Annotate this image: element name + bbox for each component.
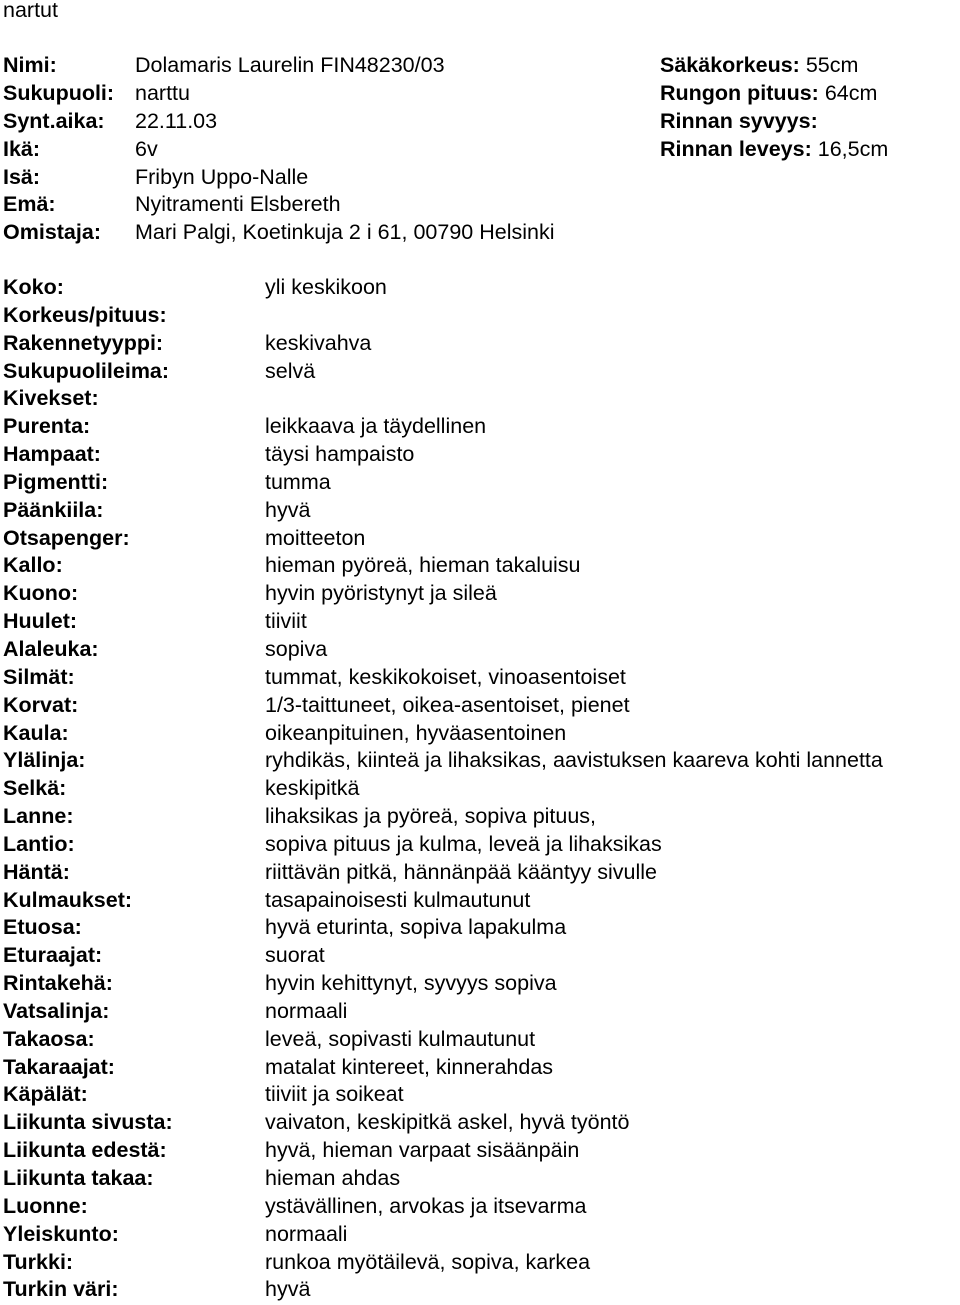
evaluation-value: vaivaton, keskipitkä askel, hyvä työntö	[265, 1110, 630, 1135]
evaluation-label: Koko:	[3, 275, 64, 299]
evaluation-value: hyvin pyöristynyt ja sileä	[265, 581, 497, 606]
evaluation-row	[3, 1109, 960, 1137]
info-label: Omistaja:	[3, 220, 101, 245]
evaluation-row	[3, 720, 960, 748]
evaluation-row	[3, 887, 960, 915]
evaluation-row	[3, 330, 960, 358]
evaluation-label: Kaula:	[3, 720, 69, 745]
evaluation-row	[3, 803, 960, 831]
evaluation-value: leveä, sopivasti kulmautunut	[265, 1026, 536, 1051]
evaluation-label: Takaraajat:	[3, 1054, 115, 1079]
measure-row-chest-width	[660, 136, 888, 164]
evaluation-label: Silmät:	[3, 664, 75, 689]
evaluation-row	[3, 441, 960, 469]
evaluation-label: Kivekset:	[3, 386, 99, 411]
evaluation-label: Luonne:	[3, 1193, 88, 1218]
measure-value: 16,5cm	[817, 137, 889, 161]
evaluation-value: lihaksikas ja pyöreä, sopiva pituus,	[265, 804, 597, 829]
evaluation-row	[3, 747, 960, 775]
evaluation-label: Kallo:	[3, 553, 63, 578]
evaluation-row	[3, 608, 960, 636]
evaluation-label: Rintakehä:	[3, 971, 113, 996]
info-label: Ikä:	[3, 136, 41, 161]
evaluation-row	[3, 302, 960, 330]
evaluation-list	[3, 274, 960, 1304]
evaluation-value: suorat	[265, 943, 325, 968]
evaluation-value: sopiva pituus ja kulma, leveä ja lihaksikas	[265, 831, 662, 856]
measure-row-body-length	[660, 80, 877, 108]
evaluation-value: täysi hampaisto	[265, 442, 415, 467]
evaluation-label: Kuono:	[3, 581, 79, 606]
evaluation-value: tiiviit ja soikeat	[265, 1082, 404, 1107]
evaluation-value: keskivahva	[265, 330, 372, 355]
measure-label: Rinnan syvyys:	[660, 109, 818, 133]
evaluation-row	[3, 664, 960, 692]
info-value: narttu	[135, 80, 190, 105]
evaluation-row	[3, 914, 960, 942]
evaluation-row	[3, 469, 960, 497]
info-label: Emä:	[3, 192, 56, 217]
evaluation-value: ystävällinen, arvokas ja itsevarma	[265, 1193, 587, 1218]
evaluation-label: Häntä:	[3, 859, 70, 884]
evaluation-value: keskipitkä	[265, 776, 360, 801]
evaluation-value: hyvä, hieman varpaat sisäänpäin	[265, 1138, 580, 1163]
evaluation-value: hyvä eturinta, sopiva lapakulma	[265, 915, 567, 940]
evaluation-label: Liikunta sivusta:	[3, 1110, 173, 1135]
evaluation-value: tummat, keskikokoiset, vinoasentoiset	[265, 664, 626, 689]
info-label: Sukupuoli:	[3, 80, 115, 105]
info-value: Mari Palgi, Koetinkuja 2 i 61, 00790 Helsinki	[135, 220, 555, 245]
evaluation-value: runkoa myötäilevä, sopiva, karkea	[265, 1249, 591, 1274]
evaluation-label: Korkeus/pituus:	[3, 302, 167, 327]
evaluation-value: riittävän pitkä, hännänpää kääntyy sivulle	[265, 859, 658, 884]
evaluation-value: matalat kintereet, kinnerahdas	[265, 1054, 554, 1079]
evaluation-row	[3, 831, 960, 859]
evaluation-value: 1/3-taittuneet, oikea-asentoiset, pienet	[265, 692, 630, 717]
evaluation-row	[3, 692, 960, 720]
evaluation-value: normaali	[265, 1221, 348, 1246]
measure-label: Rinnan leveys:	[660, 137, 812, 161]
evaluation-row	[3, 358, 960, 386]
evaluation-value: oikeanpituinen, hyväasentoinen	[265, 720, 567, 745]
evaluation-value: moitteeton	[265, 525, 366, 550]
evaluation-label: Pigmentti:	[3, 469, 109, 494]
evaluation-row	[3, 942, 960, 970]
evaluation-label: Etuosa:	[3, 915, 82, 940]
evaluation-row	[3, 497, 960, 525]
evaluation-value: tiiviit	[265, 609, 307, 634]
info-label: Isä:	[3, 164, 41, 189]
evaluation-row	[3, 859, 960, 887]
measure-value: 64cm	[824, 81, 878, 105]
evaluation-value: hyvä	[265, 1277, 311, 1302]
evaluation-label: Lantio:	[3, 831, 75, 856]
measure-label: Rungon pituus:	[660, 81, 819, 105]
evaluation-row	[3, 1081, 960, 1109]
evaluation-row	[3, 970, 960, 998]
evaluation-row	[3, 385, 960, 413]
evaluation-value: hieman ahdas	[265, 1166, 401, 1190]
evaluation-label: Korvat:	[3, 692, 79, 717]
info-value: Dolamaris Laurelin FIN48230/03	[135, 53, 445, 77]
evaluation-row	[3, 636, 960, 664]
evaluation-label: Selkä:	[3, 776, 67, 801]
evaluation-row	[3, 1193, 960, 1221]
evaluation-label: Eturaajat:	[3, 943, 103, 968]
measure-value: 55cm	[805, 53, 859, 77]
evaluation-label: Kulmaukset:	[3, 887, 133, 912]
evaluation-label: Huulet:	[3, 609, 78, 634]
evaluation-label: Purenta:	[3, 414, 91, 439]
evaluation-label: Ylälinja:	[3, 748, 86, 773]
info-value: 6v	[135, 136, 158, 161]
evaluation-row	[3, 274, 960, 302]
info-value: 22.11.03	[135, 108, 218, 133]
evaluation-label: Sukupuolileima:	[3, 358, 170, 383]
info-value: Fribyn Uppo-Nalle	[135, 164, 309, 189]
evaluation-label: Turkin väri:	[3, 1277, 119, 1302]
evaluation-row	[3, 1249, 960, 1277]
evaluation-row	[3, 1276, 960, 1304]
info-value: Nyitramenti Elsbereth	[135, 192, 341, 217]
evaluation-label: Rakennetyyppi:	[3, 330, 164, 355]
evaluation-value: selvä	[265, 358, 316, 383]
measure-row-chest-depth	[660, 108, 818, 136]
evaluation-row	[3, 413, 960, 441]
evaluation-value: leikkaava ja täydellinen	[265, 414, 487, 439]
measure-row-height	[660, 52, 858, 80]
evaluation-row	[3, 1026, 960, 1054]
evaluation-row	[3, 1221, 960, 1249]
evaluation-label: Takaosa:	[3, 1026, 95, 1051]
info-label: Synt.aika:	[3, 108, 105, 133]
info-label: Nimi:	[3, 53, 57, 77]
evaluation-row	[3, 580, 960, 608]
evaluation-label: Vatsalinja:	[3, 998, 110, 1023]
evaluation-label: Liikunta takaa:	[3, 1166, 154, 1190]
evaluation-label: Käpälät:	[3, 1082, 88, 1107]
evaluation-label: Yleiskunto:	[3, 1221, 119, 1246]
evaluation-value: hyvin kehittynyt, syvyys sopiva	[265, 971, 557, 996]
evaluation-label: Lanne:	[3, 804, 74, 829]
evaluation-label: Hampaat:	[3, 442, 101, 467]
evaluation-row	[3, 525, 960, 553]
evaluation-value: hieman pyöreä, hieman takaluisu	[265, 553, 581, 578]
evaluation-value: yli keskikoon	[265, 275, 387, 299]
evaluation-label: Otsapenger:	[3, 525, 130, 550]
evaluation-value: tumma	[265, 469, 331, 494]
evaluation-value: tasapainoisesti kulmautunut	[265, 887, 531, 912]
evaluation-row	[3, 998, 960, 1026]
page-title: nartut	[3, 0, 58, 22]
evaluation-value: ryhdikäs, kiinteä ja lihaksikas, aavistuksen kaareva kohti lannetta	[265, 748, 883, 773]
evaluation-label: Alaleuka:	[3, 636, 99, 661]
evaluation-value: hyvä	[265, 497, 311, 522]
evaluation-row	[3, 1165, 960, 1193]
measure-label: Säkäkorkeus:	[660, 53, 800, 77]
evaluation-row	[3, 775, 960, 803]
evaluation-label: Turkki:	[3, 1249, 74, 1274]
evaluation-label: Liikunta edestä:	[3, 1138, 167, 1163]
evaluation-value: normaali	[265, 998, 348, 1023]
evaluation-row	[3, 552, 960, 580]
evaluation-label: Päänkiila:	[3, 497, 104, 522]
evaluation-row	[3, 1137, 960, 1165]
evaluation-value: sopiva	[265, 636, 328, 661]
evaluation-row	[3, 1054, 960, 1082]
